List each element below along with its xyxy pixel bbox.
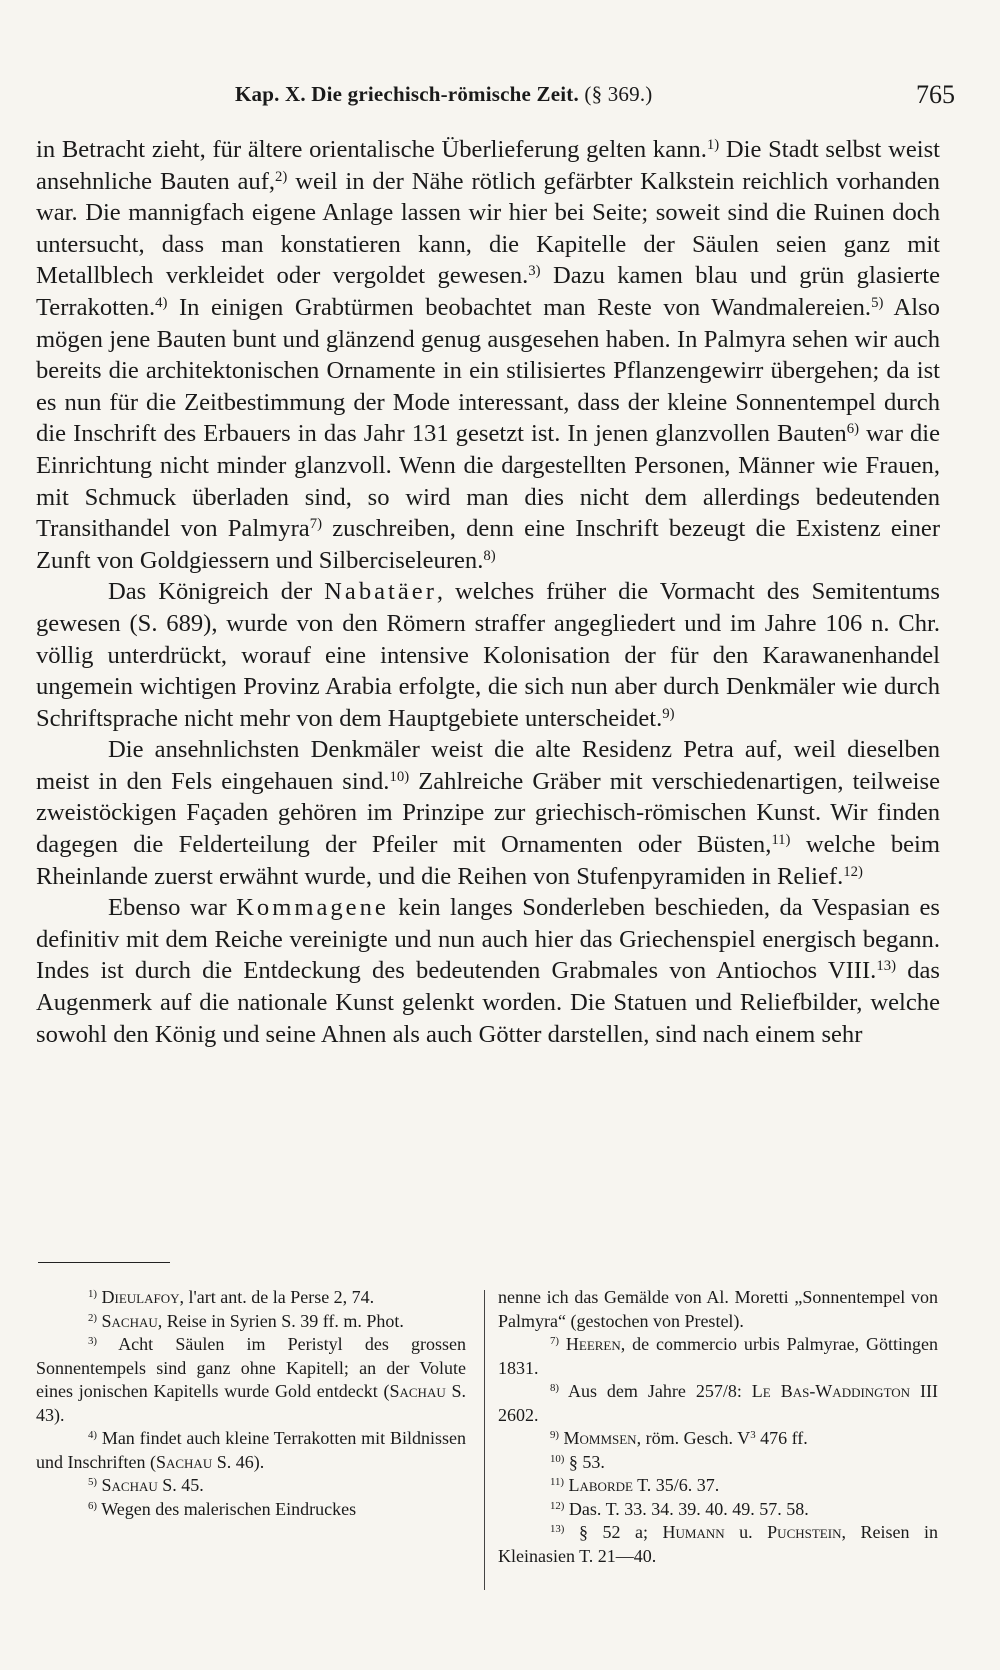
- chapter-title: Kap. X. Die griechisch-römische Zeit. (§ 369.): [235, 82, 653, 106]
- footnote: $^{7)}$ Heeren, de commercio urbis Palmyrae, Göttingen 1831.: [498, 1334, 939, 1378]
- paragraph-3: Die ansehnlichsten Denkmäler weist die alte Residenz Petra auf, weil dieselben meist in den Fels eingehauen sind.$^{10)}$ Zahlreiche Gräber mit verschiedenartigen, teilweise zweistöckigen Façaden gehören im Prinzipe zur griechisch-römischen Kunst. Wir finden dagegen die Felderteilung der Pfeiler mit Ornamenten oder Büsten,$^{11)}$ welche beim Rheinlande zuerst erwähnt wurde, und die Reihen von Stufenpyramiden in Relief.$^{12)}$: [36, 736, 940, 890]
- footnote-ref: 2): [275, 168, 288, 185]
- footnote-ref: 5): [871, 294, 884, 311]
- footnote-ref: 9): [662, 705, 675, 722]
- paragraph-2: Das Königreich der Nabatäer, welches früher die Vormacht des Semitentums gewesen (S. 689), wurde von den Römern straffer angegliedert und im Jahre 106 n. Chr. völlig unterdrückt, worauf eine intensive Kolonisation der für den Karawanenhandel ungemein wichtigen Provinz Arabia erfolgte, die sich nun aber durch Denkmäler wie durch Schriftsprache nicht mehr von dem Hauptgebiete unterscheidet.$^{9)}$: [36, 578, 940, 732]
- footnote-ref: 6): [846, 421, 859, 438]
- footnote: $^{8)}$ Aus dem Jahre 257/8: Le Bas-Waddington III 2602.: [498, 1381, 939, 1425]
- footnote-rule: [38, 1262, 170, 1263]
- footnote: $^{1)}$ Dieulafoy, l'art ant. de la Perse 2, 74.: [88, 1287, 375, 1307]
- footnote-continuation: nenne ich das Gemälde von Al. Moretti „Sonnentempel von Palmyra“ (gestochen von Prestel).: [498, 1287, 938, 1331]
- footnote-ref: 3): [528, 263, 541, 280]
- footnote-ref: 13): [876, 958, 897, 975]
- footnote-ref: 8): [483, 547, 496, 564]
- footnote-ref: 11): [771, 831, 791, 848]
- footnote: $^{10)}$ § 53.: [550, 1451, 605, 1472]
- running-header: [40, 78, 955, 112]
- spaced-term: Kommagene: [236, 894, 389, 922]
- main-text: [36, 134, 940, 1050]
- footnote-ref: 4): [155, 294, 168, 311]
- footnotes-right-column: [498, 1286, 938, 1568]
- page-number: 765: [916, 80, 955, 109]
- footnote: $^{3)}$ Acht Säulen im Peristyl des grossen Sonnentempels sind ganz ohne Kapitell; an der Volute eines jonischen Kapitells wurde Gold entdeckt (Sachau S. 43).: [36, 1334, 466, 1425]
- footnote: $^{2)}$ Sachau, Reise in Syrien S. 39 ff. m. Phot.: [88, 1310, 404, 1331]
- footnote-ref: 1): [706, 136, 720, 153]
- paragraph-4: Ebenso war Kommagene kein langes Sonderleben beschieden, da Vespasian es definitiv mit dem Reiche vereinigte und nun auch hier das Griechenspiel energisch begann. Indes ist durch die Entdeckung des bedeutenden Grabmales von Antiochos VIII.$^{13)}$ das Augenmerk auf die nationale Kunst gelenkt worden. Die Statuen und Reliefbilder, welche sowohl den König und seine Ahnen als auch Götter darstellen, sind nach einem sehr: [36, 894, 941, 1048]
- footnote: $^{5)}$ Sachau S. 45.: [88, 1475, 204, 1495]
- footnote: $^{9)}$ Mommsen, röm. Gesch. $V^3$ 476 ff.: [550, 1428, 808, 1448]
- footnote: $^{11)}$ Laborde T. 35/6. 37.: [550, 1475, 720, 1495]
- column-separator: [484, 1290, 485, 1590]
- footnote-ref: 10): [389, 768, 410, 785]
- spaced-term: Nabatäer: [324, 578, 437, 606]
- footnote: $^{12)}$ Das. T. 33. 34. 39. 40. 49. 57. 58.: [550, 1498, 809, 1519]
- footnote: $^{6)}$ Wegen des malerischen Eindruckes: [88, 1498, 357, 1519]
- footnote: $^{13)}$ § 52 a; Humann u. Puchstein, Reisen in Kleinasien T. 21—40.: [498, 1522, 939, 1566]
- footnote: $^{4)}$ Man findet auch kleine Terrakotten mit Bildnissen und Inschriften (Sachau S. 46).: [36, 1428, 466, 1472]
- footnote-ref: 12): [843, 863, 863, 880]
- paragraph-1: in Betracht zieht, für ältere orientalische Überlieferung gelten kann.$^{1)}$ Die Stadt selbst weist ansehnliche Bauten auf,$^{2)}$ weil in der Nähe rötlich gefärbter Kalkstein reichlich vorhanden war. Die mannigfach eigene Anlage lassen wir hier bei Seite; soweit sind die Ruinen doch untersucht, dass man konstatieren kann, die Kapitelle der Säulen seien ganz mit Metallblech verkleidet oder vergoldet gewesen.$^{3)}$ Dazu kamen blau und grün glasierte Terrakotten.$^{4)}$ In einigen Grabtürmen beobachtet man Reste von Wandmalereien.$^{5)}$ Also mögen jene Bauten bunt und glänzend genug ausgesehen haben. In Palmyra sehen wir auch bereits die architektonischen Ornamente in ein stilisiertes Pflanzengewirr übergehen; da ist es nun für die Zeitbestimmung der Mode interessant, dass der kleine Sonnentempel durch die Inschrift des Erbauers in das Jahr 131 gesetzt ist. In jenen glanzvollen Bauten$^{6)}$ war die Einrichtung nicht minder glanzvoll. Wenn die dargestellten Personen, Männer wie Frauen, mit Schmuck überladen sind, so wird man dies nicht dem allerdings bedeutenden Transithandel von Palmyra$^{7)}$ zuschreiben, denn eine Inschrift bezeugt die Existenz einer Zunft von Goldgiessern und Silberciseleuren.$^{8)}$: [36, 136, 941, 574]
- section-reference: (§ 369.): [584, 82, 653, 106]
- footnotes-left-column: [36, 1286, 466, 1521]
- footnote-ref: 7): [309, 516, 322, 533]
